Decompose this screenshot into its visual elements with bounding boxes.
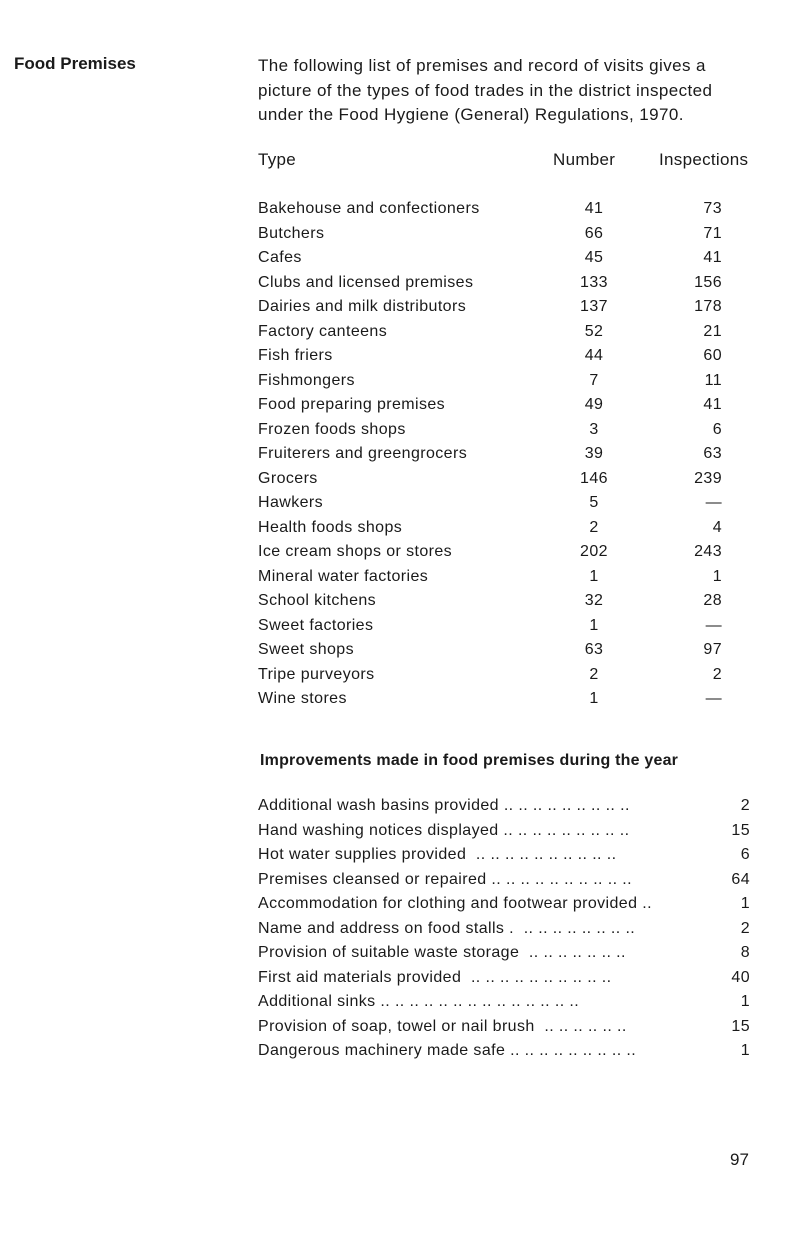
- cell-number: 52: [584, 322, 604, 340]
- list-item: [258, 1042, 758, 1067]
- cell-number: 2: [589, 518, 599, 536]
- table-row: [258, 690, 758, 715]
- improvement-count: 6: [740, 846, 750, 863]
- cell-type: Factory canteens: [258, 322, 388, 340]
- cell-type: Hawkers: [258, 494, 324, 511]
- improvement-label: Accommodation for clothing and footwear provided ..: [258, 895, 652, 912]
- cell-type: Tripe purveyors: [258, 665, 375, 683]
- cell-number: 66: [584, 224, 604, 242]
- table-row: [258, 396, 758, 421]
- cell-inspections: 28: [703, 592, 722, 609]
- cell-inspections: 41: [703, 249, 722, 266]
- table-row: [258, 225, 758, 250]
- table-row: [258, 298, 758, 323]
- premises-table: [258, 200, 758, 715]
- improvement-label: Dangerous machinery made safe .. .. .. .. .. .. .. .. ..: [258, 1042, 637, 1059]
- cell-type: Sweet factories: [258, 616, 374, 634]
- list-item: [258, 993, 758, 1018]
- cell-inspections: 63: [703, 445, 722, 462]
- cell-number: 39: [584, 445, 604, 462]
- table-row: [258, 421, 758, 446]
- cell-type: Mineral water factories: [258, 567, 429, 585]
- table-row: [258, 543, 758, 568]
- cell-type: Fishmongers: [258, 371, 355, 389]
- cell-inspections: 4: [712, 518, 722, 536]
- cell-type: Wine stores: [258, 690, 347, 707]
- cell-number: 137: [580, 298, 608, 315]
- improvement-label: Hot water supplies provided .. .. .. .. .. .. .. .. .. ..: [258, 846, 617, 863]
- list-item: [258, 920, 758, 945]
- cell-inspections: 60: [703, 347, 722, 364]
- improvement-count: 40: [731, 968, 750, 986]
- cell-inspections: —: [705, 494, 722, 511]
- cell-type: Ice cream shops or stores: [258, 543, 453, 560]
- cell-type: Fruiterers and greengrocers: [258, 445, 468, 462]
- list-item: [258, 1018, 758, 1043]
- cell-number: 202: [580, 543, 608, 560]
- table-row: [258, 249, 758, 274]
- cell-type: Health foods shops: [258, 518, 403, 536]
- improvement-label: Name and address on food stalls . .. .. .. .. .. .. .. ..: [258, 919, 636, 937]
- cell-type: Frozen foods shops: [258, 420, 406, 438]
- cell-type: Food preparing premises: [258, 396, 446, 413]
- cell-number: 7: [589, 371, 599, 389]
- cell-number: 1: [589, 616, 599, 634]
- table-row: [258, 519, 758, 544]
- table-row: [258, 200, 758, 225]
- cell-number: 1: [589, 690, 599, 707]
- improvement-count: 1: [740, 1042, 750, 1059]
- table-row: [258, 445, 758, 470]
- improvement-count: 8: [740, 944, 750, 961]
- cell-type: Grocers: [258, 469, 318, 487]
- cell-inspections: 71: [703, 224, 722, 242]
- improvement-label: Additional wash basins provided .. .. .. .. .. .. .. .. ..: [258, 797, 630, 814]
- intro-paragraph: The following list of premises and record of visits gives a picture of the types of food trades in the district inspected under the Food Hygiene (General) Regulations, 1970.: [258, 56, 713, 124]
- cell-inspections: 239: [694, 469, 722, 487]
- list-item: [258, 846, 758, 871]
- cell-type: School kitchens: [258, 592, 377, 609]
- improvement-label: Premises cleansed or repaired .. .. .. .. .. .. .. .. .. ..: [258, 870, 632, 888]
- cell-type: Sweet shops: [258, 641, 355, 658]
- column-header-type: Type: [258, 150, 297, 169]
- table-row: [258, 568, 758, 593]
- cell-type: Bakehouse and confectioners: [258, 200, 480, 217]
- cell-type: Clubs and licensed premises: [258, 273, 474, 291]
- cell-number: 133: [580, 273, 608, 291]
- improvement-label: Provision of soap, towel or nail brush .. .. .. .. .. ..: [258, 1017, 627, 1035]
- cell-inspections: 2: [712, 665, 722, 683]
- cell-number: 5: [589, 494, 599, 511]
- cell-type: Cafes: [258, 249, 302, 266]
- cell-number: 32: [584, 592, 604, 609]
- improvement-count: 2: [740, 797, 750, 814]
- table-row: [258, 323, 758, 348]
- table-row: [258, 347, 758, 372]
- page-number: 97: [730, 1150, 749, 1169]
- cell-inspections: 6: [712, 420, 722, 438]
- cell-number: 45: [584, 249, 604, 266]
- table-row: [258, 666, 758, 691]
- table-row: [258, 592, 758, 617]
- cell-inspections: 21: [703, 322, 722, 340]
- cell-type: Butchers: [258, 224, 325, 242]
- cell-inspections: 156: [694, 273, 722, 291]
- improvement-count: 15: [731, 821, 750, 839]
- cell-number: 2: [589, 665, 599, 683]
- table-row: [258, 274, 758, 299]
- cell-inspections: 243: [694, 543, 722, 560]
- improvement-count: 64: [731, 870, 750, 888]
- cell-inspections: —: [705, 690, 722, 707]
- improvement-count: 1: [740, 895, 750, 912]
- improvements-heading: Improvements made in food premises during the year: [260, 752, 679, 769]
- table-row: [258, 494, 758, 519]
- cell-inspections: 97: [703, 641, 722, 658]
- cell-inspections: 178: [694, 298, 722, 315]
- cell-number: 63: [584, 641, 604, 658]
- table-row: [258, 641, 758, 666]
- cell-number: 1: [589, 567, 599, 585]
- cell-inspections: 1: [712, 567, 722, 585]
- list-item: [258, 822, 758, 847]
- cell-number: 3: [589, 420, 599, 438]
- improvement-label: Provision of suitable waste storage .. .. .. .. .. .. ..: [258, 944, 626, 961]
- list-item: [258, 969, 758, 994]
- cell-number: 44: [584, 347, 604, 364]
- cell-number: 49: [584, 396, 604, 413]
- list-item: [258, 797, 758, 822]
- column-header-inspections: Inspections: [659, 150, 749, 169]
- section-heading: Food Premises: [14, 54, 136, 73]
- cell-inspections: 73: [703, 200, 722, 217]
- cell-type: Fish friers: [258, 347, 333, 364]
- improvements-list: [258, 797, 758, 1067]
- cell-number: 146: [580, 469, 608, 487]
- cell-number: 41: [584, 200, 604, 217]
- cell-inspections: 11: [704, 371, 722, 389]
- list-item: [258, 871, 758, 896]
- improvement-count: 15: [731, 1017, 750, 1035]
- cell-inspections: —: [705, 616, 722, 634]
- improvement-label: Hand washing notices displayed .. .. .. .. .. .. .. .. ..: [258, 821, 630, 839]
- table-row: [258, 617, 758, 642]
- list-item: [258, 944, 758, 969]
- table-row: [258, 372, 758, 397]
- table-row: [258, 470, 758, 495]
- improvement-count: 1: [740, 993, 750, 1010]
- improvement-label: First aid materials provided .. .. .. .. .. .. .. .. .. ..: [258, 968, 612, 986]
- improvement-count: 2: [740, 919, 750, 937]
- cell-inspections: 41: [703, 396, 722, 413]
- column-header-number: Number: [553, 150, 616, 169]
- list-item: [258, 895, 758, 920]
- cell-type: Dairies and milk distributors: [258, 298, 467, 315]
- improvement-label: Additional sinks .. .. .. .. .. .. .. .. .. .. .. .. .. ..: [258, 993, 580, 1010]
